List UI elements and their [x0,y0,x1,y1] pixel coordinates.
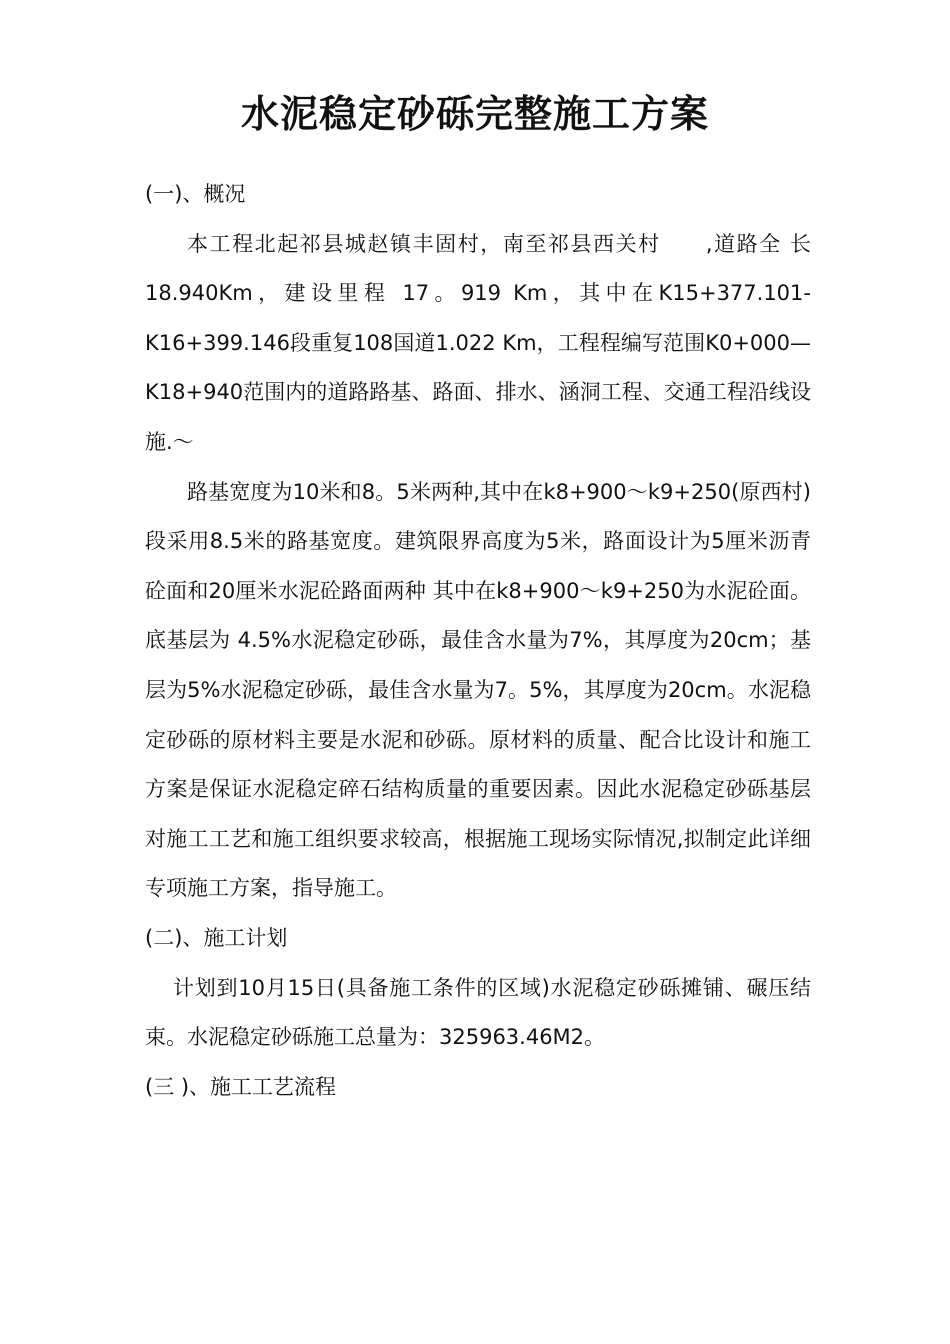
section-heading-process-flow: (三 )、施工工艺流程 [145,1074,337,1099]
document-body [145,170,811,1112]
section-heading-overview: (一)、概况 [145,182,246,206]
paragraph-roadbed-specs: 路基宽度为10米和8。5米两种,其中在k8+900～k9+250(原西村)段采用8.5米的路基宽度。建筑限界高度为5米，路面设计为5厘米沥青砼面和20厘米水泥砼路面两种 其中在k8+900～k9+250为水泥砼面。底基层为 4.5%水泥稳定砂砾，最佳含水量为7%，其厚度为20cm；基层为5%水泥稳定砂砾，最佳含水量为7。5%，其厚度为20cm。水泥稳定砂砾的原材料主要是水泥和砂砾。原材料的质量、配合比设计和施工方案是保证水泥稳定碎石结构质量的重要因素。因此水泥稳定砂砾基层对施工工艺和施工组织要求较高，根据施工现场实际情况,拟制定此详细专项施工方案，指导施工。 [145,479,811,901]
document-title: 水泥稳定砂砾完整施工方案 [240,92,709,136]
paragraph-schedule: 计划到10月15日(具备施工条件的区域)水泥稳定砂砾摊铺、碾压结束。水泥稳定砂砾施工总量为：325963.46M2。 [145,975,811,1050]
paragraph-project-scope: 本工程北起祁县城赵镇丰固村，南至祁县西关村 ,道路全 长 18.940Km，建设里程 17。919 Km，其中在K15+377.101-K16+399.146段重复108国道1.022 Km，工程程编写范围K0+000—K18+940范围内的道路路基、路面、排水、涵洞工程、交通工程沿线设施.～ [145,231,811,454]
section-heading-plan: (二)、施工计划 [145,925,288,950]
